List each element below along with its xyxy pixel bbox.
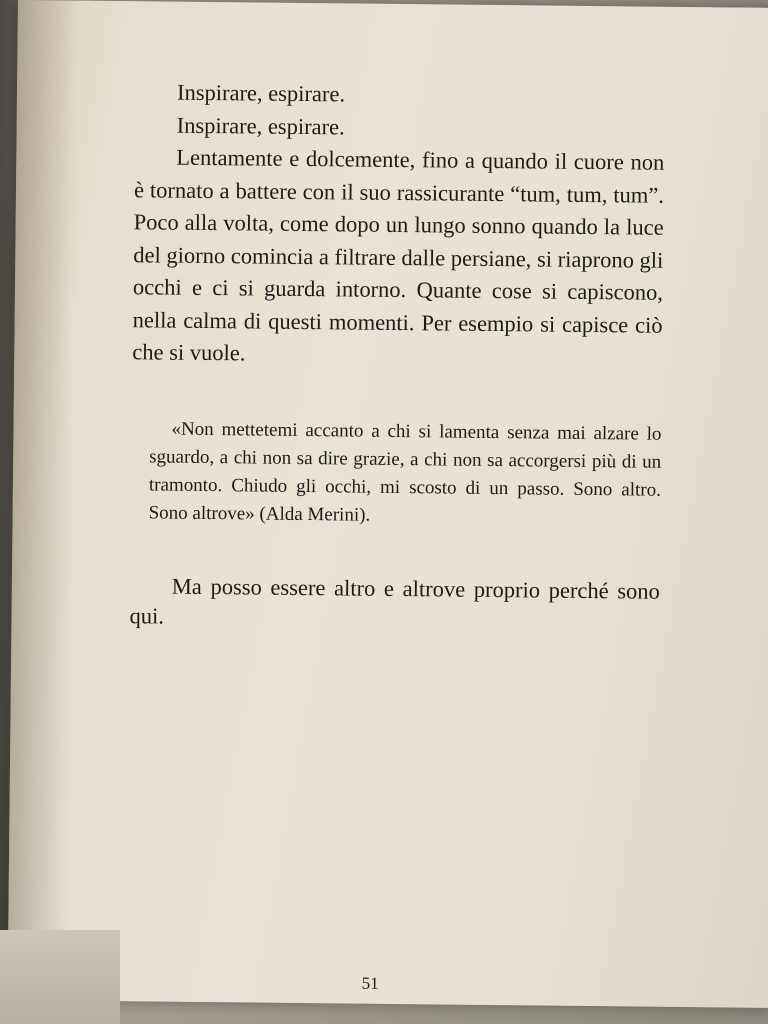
- page-text-block: [129, 76, 665, 636]
- quote-block: «Non mettetemi accanto a chi si lamenta senza mai alzare lo sguardo, a chi non sa dire grazie, a chi non sa accorgersi più di un tramonto. Chiudo gli occhi, mi scosto di un passo. Sono altro. Sono altrove» (Alda Merini).: [148, 418, 662, 526]
- paragraph-2: Ma posso essere altro e altrove proprio perché sono qui.: [129, 573, 660, 629]
- main-text: [132, 76, 665, 374]
- page-edge-shadow: [0, 930, 120, 1024]
- book-page: [8, 0, 768, 1008]
- page-number: 51: [361, 973, 379, 993]
- paragraph-1: Lentamente e dolcemente, fino a quando il cuore non è tornato a battere con il suo rassicurante “tum, tum, tum”. Poco alla volta, come dopo un lungo sonno quando la luce del giorno comincia a filtrare dalle persiane, si riaprono gli occhi e ci si guarda intorno. Quante cose si capiscono, nella calma di questi momenti. Per esempio si capisce ciò che si vuole.: [132, 144, 665, 366]
- intro-line-1: Inspirare, espirare.: [176, 79, 346, 107]
- intro-line-2: Inspirare, espirare.: [176, 112, 345, 139]
